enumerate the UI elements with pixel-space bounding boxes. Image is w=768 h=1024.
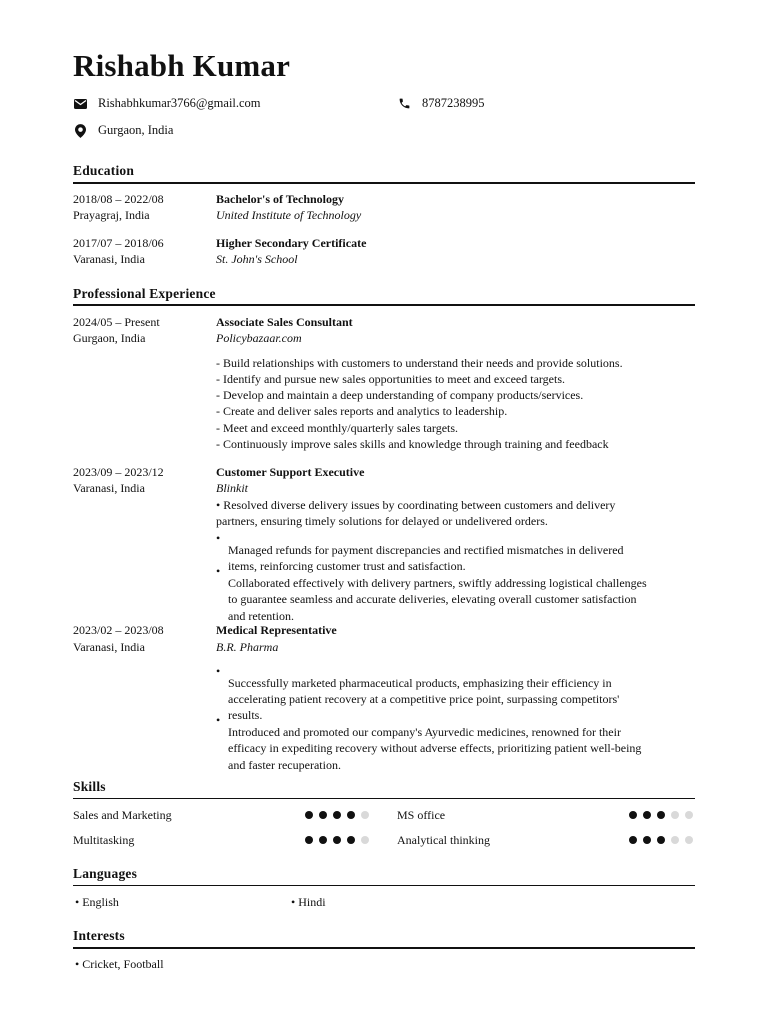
rating-dot-empty <box>685 836 693 844</box>
entry-location: Gurgaon, India <box>73 331 146 345</box>
entry-dates: 2023/09 – 2023/12 <box>73 465 164 479</box>
bullet-mark: • <box>216 564 221 578</box>
section-divider <box>73 304 695 306</box>
job-title: Associate Sales Consultant <box>216 315 353 329</box>
duty-line: • Resolved diverse delivery issues by coordinating between customers and delivery <box>216 498 616 512</box>
rating-dot-filled <box>305 836 313 844</box>
language-item <box>75 894 119 910</box>
company-name: Blinkit <box>216 481 248 495</box>
language-item <box>291 894 326 910</box>
skill-name: MS office <box>397 808 446 822</box>
rating-dot-filled <box>333 811 341 819</box>
bullet-line: and faster recuperation. <box>228 758 341 772</box>
language-name: English <box>82 895 119 909</box>
rating-dot-empty <box>361 811 369 819</box>
bullet-line: Introduced and promoted our company's Ayurvedic medicines, renowned for their <box>228 725 621 739</box>
skill-name: Multitasking <box>73 833 135 847</box>
bullet-line: and retention. <box>228 609 294 623</box>
rating-dot-empty <box>685 811 693 819</box>
email-contact <box>73 96 261 111</box>
duty-line: - Meet and exceed monthly/quarterly sales targets. <box>216 421 459 435</box>
rating-dot-filled <box>657 811 665 819</box>
rating-dot-filled <box>629 836 637 844</box>
interest-name: Cricket, Football <box>82 957 164 971</box>
section-divider <box>73 885 695 886</box>
map-pin-icon <box>73 124 87 138</box>
bullet-mark: • <box>75 957 80 971</box>
phone-text[interactable]: 8787238995 <box>422 96 485 110</box>
entry-dates: 2023/02 – 2023/08 <box>73 623 164 637</box>
duty-line: - Create and deliver sales reports and analytics to leadership. <box>216 404 508 418</box>
phone-contact <box>397 96 485 111</box>
skill-name: Sales and Marketing <box>73 808 172 822</box>
bullet-line: items, reinforcing customer trust and satisfaction. <box>228 559 466 573</box>
school-name: United Institute of Technology <box>216 208 362 222</box>
bullet-mark: • <box>75 895 80 909</box>
interests-heading: Interests <box>73 928 125 943</box>
envelope-icon <box>73 97 87 111</box>
bullet-mark: • <box>291 895 296 909</box>
skill-level-rating <box>629 811 693 819</box>
email-text[interactable]: Rishabhkumar3766@gmail.com <box>98 96 261 110</box>
location-text: Gurgaon, India <box>98 123 174 137</box>
entry-location: Varanasi, India <box>73 252 145 266</box>
rating-dot-filled <box>643 811 651 819</box>
experience-heading: Professional Experience <box>73 286 216 301</box>
language-name: Hindi <box>298 895 326 909</box>
duty-line: - Identify and pursue new sales opportunities to meet and exceed targets. <box>216 372 566 386</box>
bullet-line: accelerating patient recovery at a competitive price point, surpassing competitors' <box>228 692 620 706</box>
bullet-line: efficacy in expediting recovery without adverse effects, prioritizing patient well-being <box>228 741 642 755</box>
skill-name: Analytical thinking <box>397 833 490 847</box>
degree-title: Bachelor's of Technology <box>216 192 345 206</box>
skills-heading: Skills <box>73 779 106 794</box>
bullet-line: results. <box>228 708 263 722</box>
rating-dot-empty <box>361 836 369 844</box>
rating-dot-filled <box>305 811 313 819</box>
bullet-line: Collaborated effectively with delivery partners, swiftly addressing logistical challenges <box>228 576 647 590</box>
bullet-mark: • <box>216 531 221 545</box>
entry-dates: 2024/05 – Present <box>73 315 160 329</box>
job-title: Medical Representative <box>216 623 337 637</box>
rating-dot-filled <box>629 811 637 819</box>
duty-line: - Continuously improve sales skills and knowledge through training and feedback <box>216 437 609 451</box>
rating-dot-filled <box>333 836 341 844</box>
languages-heading: Languages <box>73 866 138 881</box>
phone-icon <box>397 97 411 111</box>
rating-dot-empty <box>671 811 679 819</box>
entry-dates: 2018/08 – 2022/08 <box>73 192 164 206</box>
rating-dot-filled <box>347 836 355 844</box>
section-divider <box>73 798 695 799</box>
entry-dates: 2017/07 – 2018/06 <box>73 236 164 250</box>
company-name: B.R. Pharma <box>216 640 279 654</box>
entry-location: Varanasi, India <box>73 481 145 495</box>
bullet-mark: • <box>216 713 221 727</box>
duty-line: partners, ensuring timely solutions for delayed or undelivered orders. <box>216 514 548 528</box>
section-divider <box>73 947 695 949</box>
skill-level-rating <box>305 811 369 819</box>
interest-item <box>75 956 164 972</box>
rating-dot-filled <box>347 811 355 819</box>
entry-location: Varanasi, India <box>73 640 145 654</box>
location-contact <box>73 123 173 138</box>
rating-dot-filled <box>643 836 651 844</box>
duty-line: - Develop and maintain a deep understanding of company products/services. <box>216 388 584 402</box>
skill-level-rating <box>305 836 369 844</box>
company-name: Policybazaar.com <box>216 331 302 345</box>
bullet-line: Successfully marketed pharmaceutical products, emphasizing their efficiency in <box>228 676 612 690</box>
degree-title: Higher Secondary Certificate <box>216 236 367 250</box>
school-name: St. John's School <box>216 252 298 266</box>
rating-dot-filled <box>657 836 665 844</box>
job-title: Customer Support Executive <box>216 465 365 479</box>
candidate-name: Rishabh Kumar <box>73 48 291 83</box>
rating-dot-filled <box>319 811 327 819</box>
section-divider <box>73 182 695 184</box>
bullet-line: to guarantee seamless and accurate deliveries, elevating overall customer satisfaction <box>228 592 637 606</box>
bullet-mark: • <box>216 664 221 678</box>
duty-line: - Build relationships with customers to understand their needs and provide solutions. <box>216 356 623 370</box>
skill-level-rating <box>629 836 693 844</box>
rating-dot-filled <box>319 836 327 844</box>
rating-dot-empty <box>671 836 679 844</box>
bullet-line: Managed refunds for payment discrepancies and rectified mismatches in delivered <box>228 543 624 557</box>
education-heading: Education <box>73 163 135 178</box>
entry-location: Prayagraj, India <box>73 208 150 222</box>
